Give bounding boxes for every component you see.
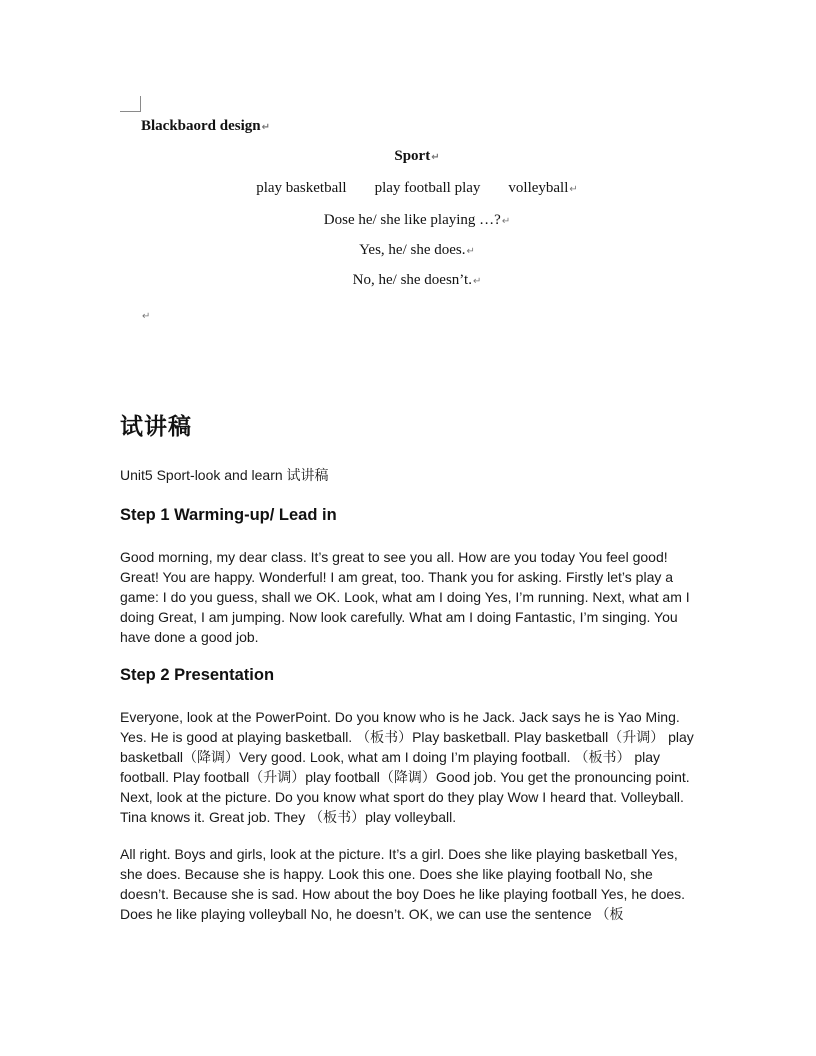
- step2-paragraph-1: Everyone, look at the PowerPoint. Do you know who is he Jack. Jack says he is Yao Ming. Yes. He is good at playing basketball. （板书）Play basketball. Play basketball（升调） play basketball（降调）Very good. Look, what am I doing I’m playing football. （板书） play football. Play football（升调）play football（降调）Good job. You get the pronouncing point. Next, look at the picture. Do you know what sport do they play Wow I heard that. Volleyball. Tina knows it. Great job. They （板书）play volleyball.: [120, 709, 694, 825]
- blackboard-title: Blackbaord design↵: [141, 118, 271, 134]
- script-subtitle: Unit5 Sport-look and learn 试讲稿: [120, 467, 329, 483]
- step1-heading: Step 1 Warming-up/ Lead in: [120, 506, 337, 524]
- step1-paragraph: Good morning, my dear class. It’s great to see you all. How are you today You feel good! Great! You are happy. Wonderful! I am great, too. Thank you for asking. Firstly let’s play a game: I do you guess, shall we OK. Look, what am I doing Yes, I’m running. Next, what am I doing Great, I am jumping. Now look carefully. What am I doing Fantastic, I’m singing. You have done a good job.: [120, 549, 690, 645]
- blackboard-question: Dose he/ she like playing …?↵: [323, 212, 511, 228]
- blackboard-phrases: play basketball play football play volleyball↵: [256, 180, 578, 196]
- blackboard-answer-no: No, he/ she doesn’t.↵: [352, 272, 482, 288]
- step2-heading: Step 2 Presentation: [120, 666, 275, 684]
- empty-paragraph-mark: ↵: [142, 311, 151, 322]
- step2-paragraph-2: All right. Boys and girls, look at the picture. It’s a girl. Does she like playing basketball Yes, she does. Because she is happy. Look this one. Does she like playing football No, she doesn’t. Because she is sad. How about the boy Does he like playing football Yes, he does. Does he like playing volleyball No, he doesn’t. OK, we can use the sentence （板: [120, 846, 686, 922]
- blackboard-answer-yes: Yes, he/ she does.↵: [359, 242, 475, 258]
- page-corner-mark: [120, 96, 141, 112]
- script-title: 试讲稿: [120, 414, 192, 440]
- blackboard-sport: Sport↵: [394, 148, 440, 164]
